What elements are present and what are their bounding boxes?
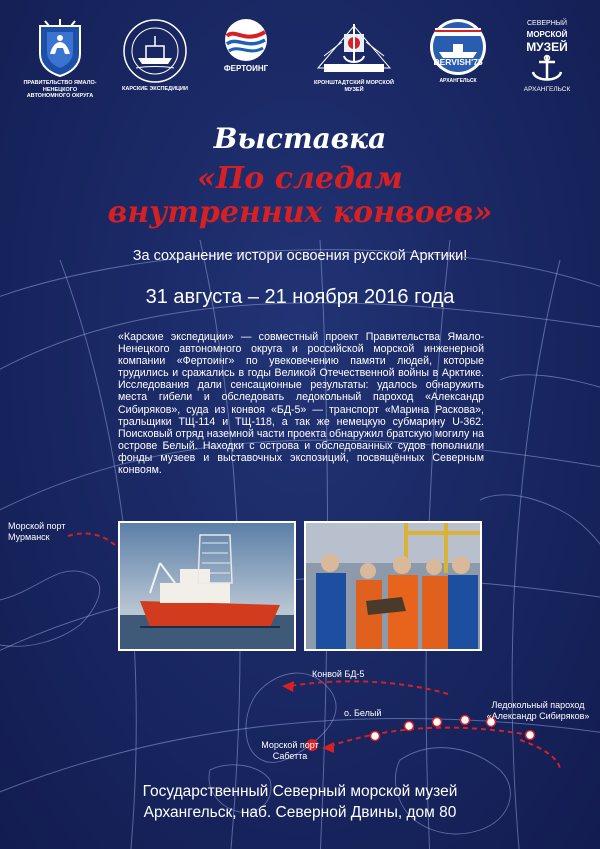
fertoing-wave-icon xyxy=(223,18,269,62)
karsk-ring-text: КАРСКИЕ ЭКСПЕДИЦИИ xyxy=(122,86,188,92)
fertoing-logo xyxy=(218,18,274,73)
smm-mid1-text: МОРСКОЙ xyxy=(526,30,568,39)
kronstadt-museum-logo xyxy=(312,18,396,93)
northern-maritime-museum-logo xyxy=(512,18,582,93)
museum-name: Государственный Северный морской музей xyxy=(142,783,458,800)
expedition-team-photo xyxy=(304,521,482,651)
sabetta-label-line2: Сабетта xyxy=(272,750,308,761)
dervish-emblem-icon xyxy=(429,18,487,76)
dervish-city: АРХАНГЕЛЬСК xyxy=(439,78,477,84)
murmansk-label xyxy=(8,521,66,542)
exhibition-description: «Карские экспедиции» — совместный проект Правительства Ямало-Ненецкого автономного округа и российской морской инженерной компании «Фертоинг» по увековечению памяти людей, которые трудились и сражались в годы Великой Отечественной войны в Арктике. Исследования дали сенсационные результаты: удалось обнаружить места гибели и обследовать ледокольный пароход «Александр Сибиряков», суда из конвоя «БД-5» — транспорт «Марина Раскова», тральщики ТЩ-114 и ТЩ-118, а так же немецкую субмарину U-362. Поисковый отряд наземной части проекта обнаружил братскую могилу на острове Белый. Находки с острова и обследованных судов пополнили фонды музеев и выставочных экспозиций, посвящённых Северным конвоям. xyxy=(118,331,484,477)
exhibition-title-line2: внутренних конвоев» xyxy=(107,195,493,230)
smm-mid2-text: МУЗЕЙ xyxy=(526,40,568,54)
sibiryakov-label-line1: Ледокольный пароход xyxy=(491,700,585,710)
exhibition-subtitle: За сохранение истори освоения русской Арктики! xyxy=(132,248,468,264)
yanao-government-logo xyxy=(22,18,98,100)
kronstadt-caption: КРОНШТАДТСКИЙ МОРСКОЙ МУЗЕЙ xyxy=(314,80,394,93)
dervish75-logo xyxy=(428,18,488,85)
sibiryakov-label xyxy=(482,700,594,721)
kronstadt-anchor-icon xyxy=(314,18,394,78)
smm-top-text: СЕВЕРНЫЙ xyxy=(526,20,567,27)
bely-island-label: о. Белый xyxy=(344,708,382,718)
yanao-caption: ПРАВИТЕЛЬСТВО ЯМАЛО-НЕНЕЦКОГО АВТОНОМНОГО ОКРУГА xyxy=(23,80,97,99)
karsk-seal-icon xyxy=(122,18,188,84)
fertoing-caption: ФЕРТОИНГ xyxy=(223,64,269,73)
murmansk-label-line2: Мурманск xyxy=(8,531,50,542)
exhibition-dates: 31 августа – 21 ноября 2016 года xyxy=(145,286,455,308)
team-illustration xyxy=(306,523,480,649)
exhibition-title-line1: «По следам xyxy=(197,161,403,196)
convoy-label: Конвой БД-5 xyxy=(312,669,365,679)
sabetta-label xyxy=(258,740,322,761)
research-ship-photo xyxy=(118,521,296,651)
smm-bottom-text: АРХАНГЕЛЬСК xyxy=(523,86,571,93)
ship-illustration xyxy=(120,523,294,649)
partner-logos xyxy=(0,18,600,118)
dervish-label: DERVISH'75 xyxy=(433,57,483,67)
yamal-coat-of-arms-icon xyxy=(37,18,83,78)
anchor-icon xyxy=(527,54,567,84)
karsk-expeditions-logo xyxy=(120,18,190,93)
murmansk-label-line1: Морской порт xyxy=(8,521,66,531)
museum-address: Архангельск, наб. Северной Двины, дом 80 xyxy=(143,804,457,821)
exhibition-label: Выставка xyxy=(213,122,387,155)
sibiryakov-label-line2: «Александр Сибиряков» xyxy=(486,710,590,721)
sabetta-label-line1: Морской порт xyxy=(261,740,319,750)
